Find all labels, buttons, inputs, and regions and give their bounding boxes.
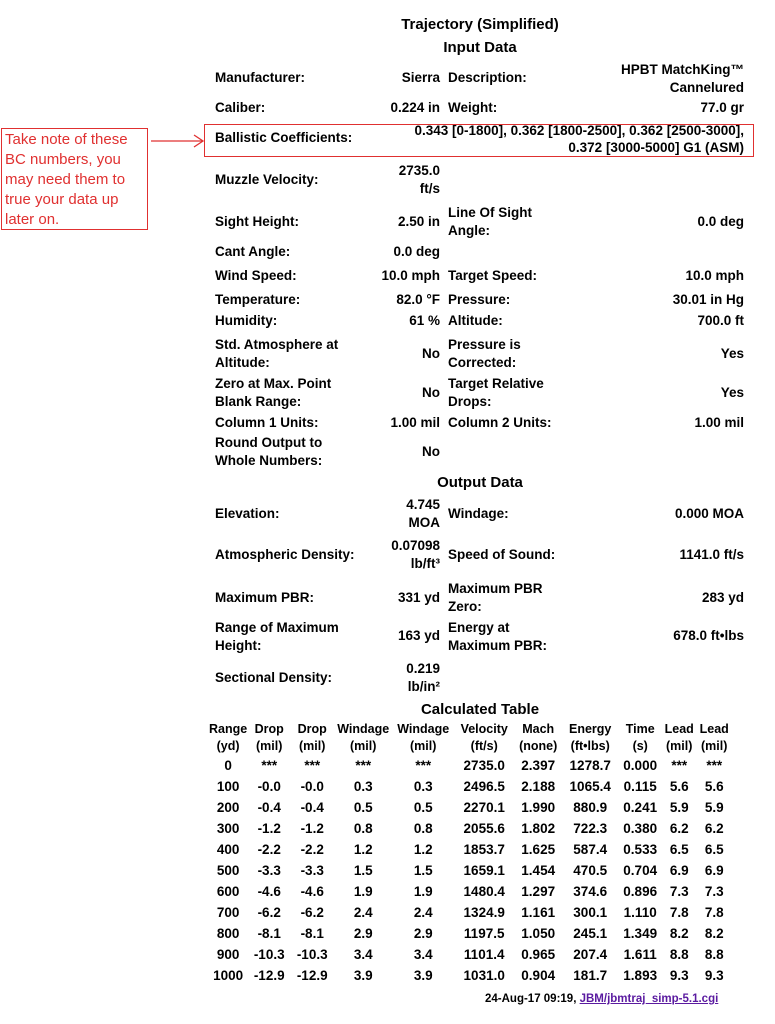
table-cell: 1.2	[353, 842, 373, 857]
table-cell: 0	[224, 758, 232, 773]
table-cell: -2.2	[300, 842, 324, 857]
table-cell: 7.3	[669, 884, 689, 899]
table-cell: 0.533	[623, 842, 658, 857]
muzzle-velocity-value-line1: 2735.0	[398, 163, 440, 178]
sectional-density-label: Sectional Density:	[215, 670, 333, 685]
table-cell: -10.3	[253, 947, 285, 962]
std-atmosphere-label-line1: Std. Atmosphere at	[215, 337, 339, 352]
table-cell: ***	[261, 758, 278, 773]
std-atmosphere-label-line2: Altitude:	[215, 355, 270, 370]
table-cell: 400	[216, 842, 240, 857]
maximum-pbr-label: Maximum PBR:	[215, 590, 315, 605]
table-cell: -0.0	[300, 779, 324, 794]
target-relative-drops-label-line2: Drops:	[448, 394, 492, 409]
col-header-drop: Drop (mil)	[254, 722, 284, 753]
los-angle-label-line1: Line Of Sight	[448, 205, 532, 220]
table-cell: 0.241	[623, 800, 658, 815]
elevation-value-line1: 4.745	[406, 497, 440, 512]
weight-value: 77.0 gr	[700, 100, 744, 115]
muzzle-velocity-label: Muzzle Velocity:	[215, 172, 319, 187]
table-cell: -1.2	[300, 821, 324, 836]
table-cell: 5.9	[704, 800, 724, 815]
table-cell: 2.4	[413, 905, 433, 920]
temperature-value: 82.0 °F	[396, 292, 440, 307]
table-cell: 1.050	[521, 926, 556, 941]
zero-max-pbr-value: No	[422, 385, 440, 400]
table-cell: 1.454	[521, 863, 556, 878]
target-relative-drops-value: Yes	[720, 385, 744, 400]
table-cell: 470.5	[573, 863, 608, 878]
round-output-label-line1: Round Output to	[215, 435, 323, 450]
table-cell: 0.8	[413, 821, 433, 836]
table-cell: 0.896	[623, 884, 658, 899]
table-cell: 9.3	[704, 968, 724, 983]
table-cell: 1324.9	[463, 905, 505, 920]
table-cell: ***	[671, 758, 688, 773]
col-header-windage: Windage (mil)	[397, 722, 450, 753]
table-cell: 600	[216, 884, 240, 899]
table-cell: 900	[216, 947, 240, 962]
cant-angle-value: 0.0 deg	[393, 244, 440, 259]
table-cell: 2496.5	[463, 779, 505, 794]
col-header-mach: Mach (none)	[519, 722, 558, 753]
table-cell: 300	[216, 821, 240, 836]
range-max-height-label-line1: Range of Maximum	[215, 620, 339, 635]
table-cell: 1.802	[521, 821, 556, 836]
table-cell: 2.9	[413, 926, 433, 941]
elevation-value-line2: MOA	[408, 515, 440, 530]
col-header-velocity: Velocity (ft/s)	[460, 722, 508, 753]
input-data-heading: Input Data	[443, 39, 517, 56]
energy-max-pbr-value: 678.0 ft•lbs	[673, 628, 744, 643]
altitude-value: 700.0 ft	[697, 313, 744, 328]
table-cell: -3.3	[300, 863, 324, 878]
table-header-row	[209, 721, 731, 755]
table-cell: 7.8	[704, 905, 724, 920]
table-cell: -6.2	[257, 905, 281, 920]
table-cell: -0.4	[300, 800, 324, 815]
table-cell: -0.0	[257, 779, 281, 794]
table-row	[209, 755, 731, 776]
table-cell: 1101.4	[463, 947, 505, 962]
table-cell: ***	[415, 758, 432, 773]
table-cell: 1.297	[521, 884, 556, 899]
table-cell: 500	[216, 863, 240, 878]
table-cell: 6.5	[704, 842, 724, 857]
table-cell: 1278.7	[569, 758, 611, 773]
elevation-label: Elevation:	[215, 506, 280, 521]
table-cell: 1659.1	[463, 863, 505, 878]
maximum-pbr-zero-label-line1: Maximum PBR	[448, 581, 543, 596]
los-angle-value: 0.0 deg	[697, 214, 744, 229]
temperature-label: Temperature:	[215, 292, 301, 307]
wind-speed-value: 10.0 mph	[381, 268, 440, 283]
table-cell: 8.2	[669, 926, 689, 941]
table-row	[209, 818, 731, 839]
manufacturer-value: Sierra	[401, 70, 440, 85]
round-output-label-line2: Whole Numbers:	[215, 453, 323, 468]
table-cell: 1.5	[413, 863, 433, 878]
table-cell: 1.349	[623, 926, 658, 941]
table-row	[209, 839, 731, 860]
los-angle-label-line2: Angle:	[448, 223, 490, 238]
table-cell: 1.2	[413, 842, 433, 857]
table-cell: -4.6	[300, 884, 324, 899]
table-cell: -10.3	[296, 947, 328, 962]
calculated-table	[209, 721, 731, 986]
table-cell: -1.2	[257, 821, 281, 836]
table-row	[209, 902, 731, 923]
table-cell: 200	[216, 800, 240, 815]
col-header-energy: Energy (ft•lbs)	[569, 722, 612, 753]
bc-value-line2: 0.372 [3000-5000] G1 (ASM)	[568, 140, 744, 155]
atmospheric-density-value-line1: 0.07098	[391, 538, 440, 553]
table-cell: 2735.0	[463, 758, 505, 773]
table-cell: 100	[216, 779, 240, 794]
speed-of-sound-value: 1141.0 ft/s	[679, 547, 744, 562]
table-cell: 1.893	[623, 968, 658, 983]
table-cell: -8.1	[300, 926, 324, 941]
target-speed-value: 10.0 mph	[685, 268, 744, 283]
speed-of-sound-label: Speed of Sound:	[448, 547, 556, 562]
table-cell: -12.9	[296, 968, 328, 983]
footer-link[interactable]: JBM/jbmtraj_simp-5.1.cgi	[579, 993, 719, 1005]
table-cell: -12.9	[253, 968, 285, 983]
sectional-density-value-line2: lb/in²	[407, 679, 440, 694]
table-cell: 9.3	[669, 968, 689, 983]
range-max-height-value: 163 yd	[397, 628, 440, 643]
sight-height-value: 2.50 in	[397, 214, 440, 229]
humidity-label: Humidity:	[215, 313, 278, 328]
table-cell: 8.8	[669, 947, 689, 962]
table-cell: 2270.1	[463, 800, 505, 815]
weight-label: Weight:	[448, 100, 498, 115]
table-cell: 1000	[213, 968, 244, 983]
caliber-label: Caliber:	[215, 100, 266, 115]
atmospheric-density-label: Atmospheric Density:	[215, 547, 355, 562]
table-cell: 2.4	[353, 905, 373, 920]
table-cell: 6.2	[669, 821, 689, 836]
table-row	[209, 965, 731, 986]
table-cell: 6.9	[704, 863, 724, 878]
maximum-pbr-zero-value: 283 yd	[701, 590, 744, 605]
table-cell: 0.115	[623, 779, 657, 794]
table-cell: 6.9	[669, 863, 689, 878]
atmospheric-density-value-line2: lb/ft³	[410, 556, 440, 571]
col-header-lead: Lead (mil)	[664, 722, 694, 753]
cant-angle-label: Cant Angle:	[215, 244, 291, 259]
table-cell: -8.1	[257, 926, 281, 941]
table-cell: 0.380	[623, 821, 658, 836]
footer-timestamp: 24-Aug-17 09:19,	[485, 993, 577, 1005]
table-cell: 1.5	[353, 863, 373, 878]
table-cell: 2.9	[353, 926, 373, 941]
table-cell: 1.9	[413, 884, 433, 899]
table-cell: 2055.6	[463, 821, 505, 836]
table-cell: 3.4	[413, 947, 433, 962]
column1-units-label: Column 1 Units:	[215, 415, 319, 430]
table-cell: 0.3	[413, 779, 433, 794]
table-cell: 2.397	[521, 758, 556, 773]
table-cell: 1197.5	[463, 926, 505, 941]
table-cell: 0.704	[623, 863, 658, 878]
table-cell: 207.4	[573, 947, 608, 962]
table-cell: 7.8	[669, 905, 689, 920]
pressure-corrected-label-line2: Corrected:	[448, 355, 517, 370]
table-cell: 1031.0	[463, 968, 505, 983]
table-cell: 0.965	[521, 947, 556, 962]
zero-max-pbr-label-line2: Blank Range:	[215, 394, 302, 409]
calculated-table-heading: Calculated Table	[420, 701, 540, 718]
table-cell: 300.1	[573, 905, 608, 920]
wind-speed-label: Wind Speed:	[215, 268, 297, 283]
table-row	[209, 776, 731, 797]
table-cell: 0.904	[521, 968, 556, 983]
table-cell: 6.5	[669, 842, 689, 857]
energy-max-pbr-label-line2: Maximum PBR:	[448, 638, 548, 653]
table-row	[209, 860, 731, 881]
bc-label: Ballistic Coefficients:	[215, 130, 353, 145]
table-row	[209, 923, 731, 944]
annotation-note: Take note of these BC numbers, you may need them to true your data up later on.	[1, 128, 148, 230]
output-data-heading: Output Data	[437, 474, 523, 491]
footer	[485, 993, 718, 1005]
pressure-value: 30.01 in Hg	[672, 292, 744, 307]
table-cell: 1480.4	[463, 884, 505, 899]
table-cell: -3.3	[257, 863, 281, 878]
caliber-value: 0.224 in	[390, 100, 440, 115]
table-cell: 2.188	[521, 779, 556, 794]
description-value-line1: HPBT MatchKing™	[621, 62, 744, 77]
sight-height-label: Sight Height:	[215, 214, 299, 229]
table-cell: 1.161	[521, 905, 556, 920]
table-cell: ***	[304, 758, 321, 773]
table-cell: 245.1	[573, 926, 608, 941]
column2-units-label: Column 2 Units:	[448, 415, 552, 430]
column1-units-value: 1.00 mil	[390, 415, 440, 430]
pressure-corrected-value: Yes	[720, 346, 744, 361]
table-cell: 374.6	[573, 884, 608, 899]
col-header-lead: Lead (mil)	[699, 722, 729, 753]
table-cell: 0.8	[353, 821, 373, 836]
table-cell: -4.6	[257, 884, 281, 899]
target-speed-label: Target Speed:	[448, 268, 538, 283]
table-cell: 0.3	[353, 779, 373, 794]
table-cell: 5.9	[669, 800, 689, 815]
table-cell: 3.4	[353, 947, 373, 962]
altitude-label: Altitude:	[448, 313, 503, 328]
maximum-pbr-zero-label-line2: Zero:	[448, 599, 482, 614]
table-cell: -6.2	[300, 905, 324, 920]
table-row	[209, 944, 731, 965]
bc-value-line1: 0.343 [0-1800], 0.362 [1800-2500], 0.362 [2500-3000],	[414, 123, 744, 138]
table-row	[209, 797, 731, 818]
table-cell: 8.2	[704, 926, 724, 941]
range-max-height-label-line2: Height:	[215, 638, 262, 653]
muzzle-velocity-value-line2: ft/s	[419, 181, 440, 196]
table-cell: 0.000	[623, 758, 658, 773]
table-cell: 1.625	[521, 842, 556, 857]
table-cell: 1.110	[623, 905, 657, 920]
table-cell: 1065.4	[569, 779, 611, 794]
zero-max-pbr-label-line1: Zero at Max. Point	[215, 376, 332, 391]
pressure-corrected-label-line1: Pressure is	[448, 337, 521, 352]
table-cell: 8.8	[704, 947, 724, 962]
col-header-windage: Windage (mil)	[337, 722, 390, 753]
table-cell: 722.3	[573, 821, 608, 836]
description-label: Description:	[448, 70, 527, 85]
humidity-value: 61 %	[409, 313, 440, 328]
table-cell: 0.5	[353, 800, 373, 815]
table-cell: -0.4	[257, 800, 281, 815]
col-header-drop: Drop (mil)	[297, 722, 327, 753]
table-cell: 880.9	[573, 800, 608, 815]
arrow-right-icon	[150, 134, 206, 148]
std-atmosphere-value: No	[422, 346, 440, 361]
sectional-density-value-line1: 0.219	[406, 661, 440, 676]
windage-value: 0.000 MOA	[674, 506, 744, 521]
table-cell: ***	[706, 758, 723, 773]
manufacturer-label: Manufacturer:	[215, 70, 306, 85]
table-cell: 587.4	[573, 842, 608, 857]
col-header-range: Range (yd)	[209, 722, 248, 753]
table-cell: 1.611	[623, 947, 657, 962]
table-cell: 5.6	[704, 779, 724, 794]
description-value-line2: Cannelured	[669, 80, 744, 95]
energy-max-pbr-label-line1: Energy at	[448, 620, 510, 635]
table-cell: 700	[216, 905, 240, 920]
table-row	[209, 881, 731, 902]
col-header-time: Time (s)	[625, 722, 655, 753]
table-cell: 3.9	[353, 968, 373, 983]
table-cell: 7.3	[704, 884, 724, 899]
target-relative-drops-label-line1: Target Relative	[448, 376, 544, 391]
table-cell: 1.9	[353, 884, 373, 899]
table-cell: 800	[216, 926, 240, 941]
table-cell: 0.5	[413, 800, 433, 815]
table-cell: -2.2	[257, 842, 281, 857]
table-cell: 1853.7	[463, 842, 505, 857]
windage-label: Windage:	[448, 506, 509, 521]
pressure-label: Pressure:	[448, 292, 511, 307]
table-cell: 181.7	[573, 968, 608, 983]
table-cell: ***	[355, 758, 372, 773]
maximum-pbr-value: 331 yd	[397, 590, 440, 605]
table-cell: 5.6	[669, 779, 689, 794]
table-cell: 3.9	[413, 968, 433, 983]
table-cell: 6.2	[704, 821, 724, 836]
round-output-value: No	[422, 444, 440, 459]
table-cell: 1.990	[521, 800, 556, 815]
column2-units-value: 1.00 mil	[694, 415, 744, 430]
page-title: Trajectory (Simplified)	[401, 16, 559, 33]
